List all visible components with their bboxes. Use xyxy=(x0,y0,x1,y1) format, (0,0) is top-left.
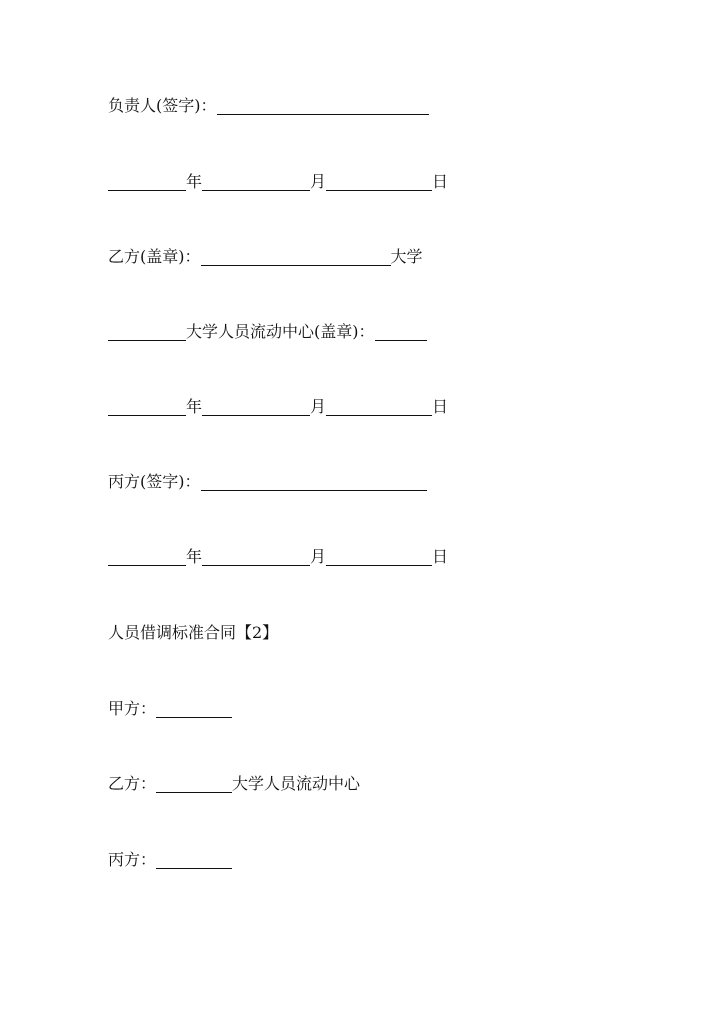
mobility-center-suffix: 大学人员流动中心 xyxy=(232,774,361,793)
year-blank xyxy=(108,546,186,566)
party-c-signature-label: 丙方(签字)： xyxy=(108,472,201,491)
party-b-blank xyxy=(156,773,232,793)
party-c-label: 丙方： xyxy=(108,850,157,869)
date-line-1 xyxy=(108,170,448,194)
university-name-blank xyxy=(108,321,186,341)
party-b-seal-line xyxy=(108,245,423,269)
party-c-signature-line xyxy=(108,470,427,494)
party-c-line xyxy=(108,848,232,872)
party-a-blank xyxy=(156,698,232,718)
party-a-line xyxy=(108,697,232,721)
day-blank xyxy=(326,171,432,191)
contract-title: 人员借调标准合同【2】 xyxy=(108,623,279,642)
month-blank xyxy=(202,171,310,191)
day-blank xyxy=(326,396,432,416)
date-line-3 xyxy=(108,545,448,569)
party-c-signature-blank xyxy=(201,471,427,491)
month-blank xyxy=(202,396,310,416)
party-a-label: 甲方： xyxy=(108,699,157,718)
year-label: 年 xyxy=(186,397,203,416)
day-blank xyxy=(326,546,432,566)
month-blank xyxy=(202,546,310,566)
year-blank xyxy=(108,171,186,191)
month-label: 月 xyxy=(310,172,327,191)
year-label: 年 xyxy=(186,172,203,191)
party-c-blank xyxy=(156,849,232,869)
date-line-2 xyxy=(108,395,448,419)
year-label: 年 xyxy=(186,547,203,566)
mobility-center-seal-blank xyxy=(375,321,427,341)
mobility-center-seal-line xyxy=(108,320,427,344)
section-heading xyxy=(108,621,278,645)
party-b-seal-blank xyxy=(201,246,391,266)
university-suffix: 大学 xyxy=(390,247,423,266)
party-b-label: 乙方： xyxy=(108,774,157,793)
party-b-seal-label: 乙方(盖章)： xyxy=(108,247,201,266)
month-label: 月 xyxy=(310,547,327,566)
day-label: 日 xyxy=(432,397,449,416)
month-label: 月 xyxy=(310,397,327,416)
responsible-person-signature-line xyxy=(108,94,429,118)
responsible-person-label: 负责人(签字)： xyxy=(108,96,217,115)
party-b-line xyxy=(108,772,360,796)
day-label: 日 xyxy=(432,172,449,191)
signature-blank xyxy=(217,95,429,115)
mobility-center-seal-label: 大学人员流动中心(盖章)： xyxy=(186,322,375,341)
day-label: 日 xyxy=(432,547,449,566)
year-blank xyxy=(108,396,186,416)
